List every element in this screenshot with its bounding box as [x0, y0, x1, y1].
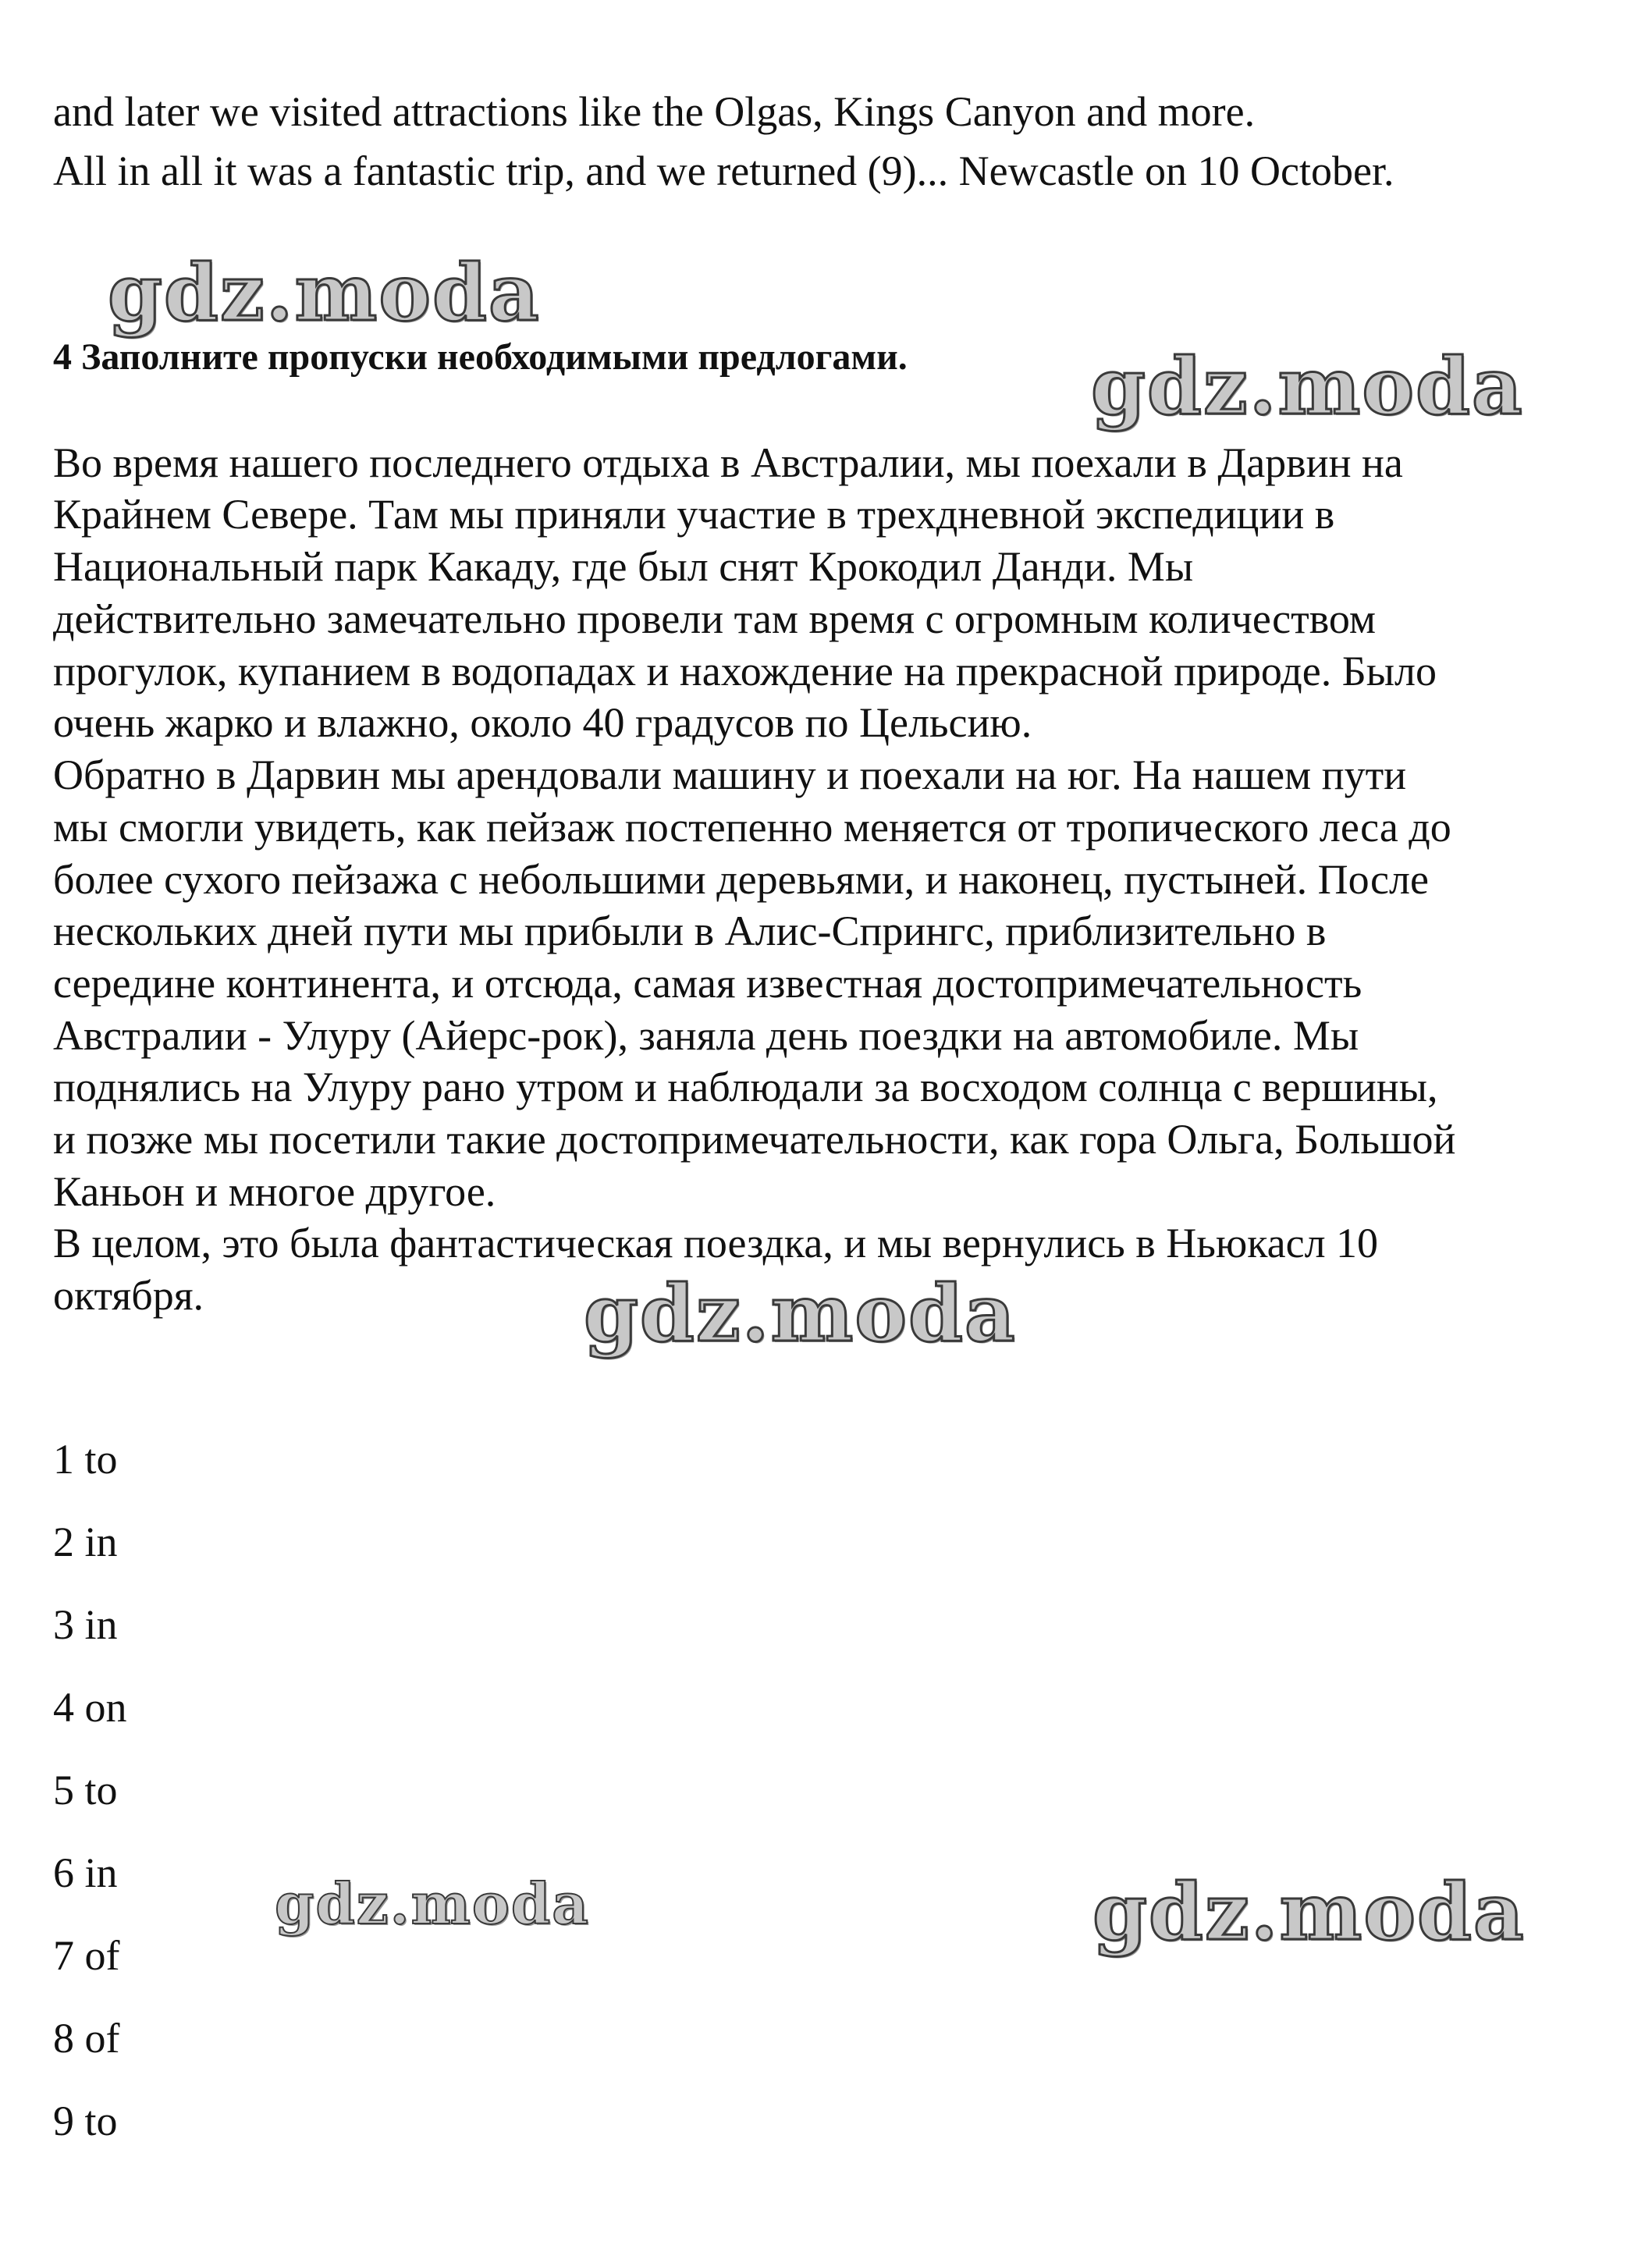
text-line: поднялись на Улуру рано утром и наблюдали за восходом солнца с вершины, [53, 1064, 1438, 1110]
text-line: прогулок, купанием в водопадах и нахождение на прекрасной природе. Было [53, 648, 1437, 694]
answer-item: 5 to [53, 1767, 118, 1813]
answer-item: 2 in [53, 1519, 118, 1565]
watermark-logo: gdz.moda [275, 1870, 590, 1937]
watermark-logo: gdz.moda [108, 247, 541, 339]
answer-item: 4 on [53, 1684, 127, 1731]
text-line: Национальный парк Какаду, где был снят Крокодил Данди. Мы [53, 543, 1194, 590]
text-line: All in all it was a fantastic trip, and we returned (9)... Newcastle on 10 October. [53, 147, 1394, 194]
text-line: мы смогли увидеть, как пейзаж постепенно меняется от тропического леса до [53, 804, 1451, 851]
text-line: Во время нашего последнего отдыха в Австралии, мы поехали в Дарвин на [53, 439, 1403, 486]
text-line: и позже мы посетили такие достопримечательности, как гора Ольга, Большой [53, 1116, 1456, 1163]
answer-item: 7 of [53, 1932, 120, 1979]
answer-item: 1 to [53, 1436, 118, 1483]
text-line: нескольких дней пути мы прибыли в Алис-Спрингс, приблизительно в [53, 908, 1327, 954]
text-line: более сухого пейзажа с небольшими деревьями, и наконец, пустыней. После [53, 856, 1429, 903]
watermark-logo: gdz.moda [1091, 340, 1524, 432]
watermark-logo: gdz.moda [1092, 1866, 1526, 1958]
text-line: Каньон и многое другое. [53, 1168, 496, 1215]
text-line: and later we visited attractions like the Olgas, Kings Canyon and more. [53, 88, 1256, 135]
answer-item: 3 in [53, 1601, 118, 1648]
text-line: Австралии - Улуру (Айерс-рок), заняла день поездки на автомобиле. Мы [53, 1012, 1359, 1059]
text-line: Обратно в Дарвин мы арендовали машину и поехали на юг. На нашем пути [53, 751, 1407, 798]
task-heading: 4 Заполните пропуски необходимыми предлогами. [53, 336, 908, 378]
text-line: В целом, это была фантастическая поездка, и мы вернулись в Ньюкасл 10 [53, 1220, 1379, 1266]
text-line: октября. [53, 1272, 204, 1319]
answer-item: 6 in [53, 1849, 118, 1896]
answer-item: 8 of [53, 2015, 120, 2062]
text-line: середине континента, и отсюда, самая известная достопримечательность [53, 960, 1362, 1007]
answer-item: 9 to [53, 2098, 118, 2144]
watermark-logo: gdz.moda [584, 1267, 1017, 1359]
text-line: действительно замечательно провели там время с огромным количеством [53, 595, 1377, 642]
text-line: Крайнем Севере. Там мы приняли участие в трехдневной экспедиции в [53, 491, 1335, 538]
text-line: очень жарко и влажно, около 40 градусов по Цельсию. [53, 699, 1032, 746]
